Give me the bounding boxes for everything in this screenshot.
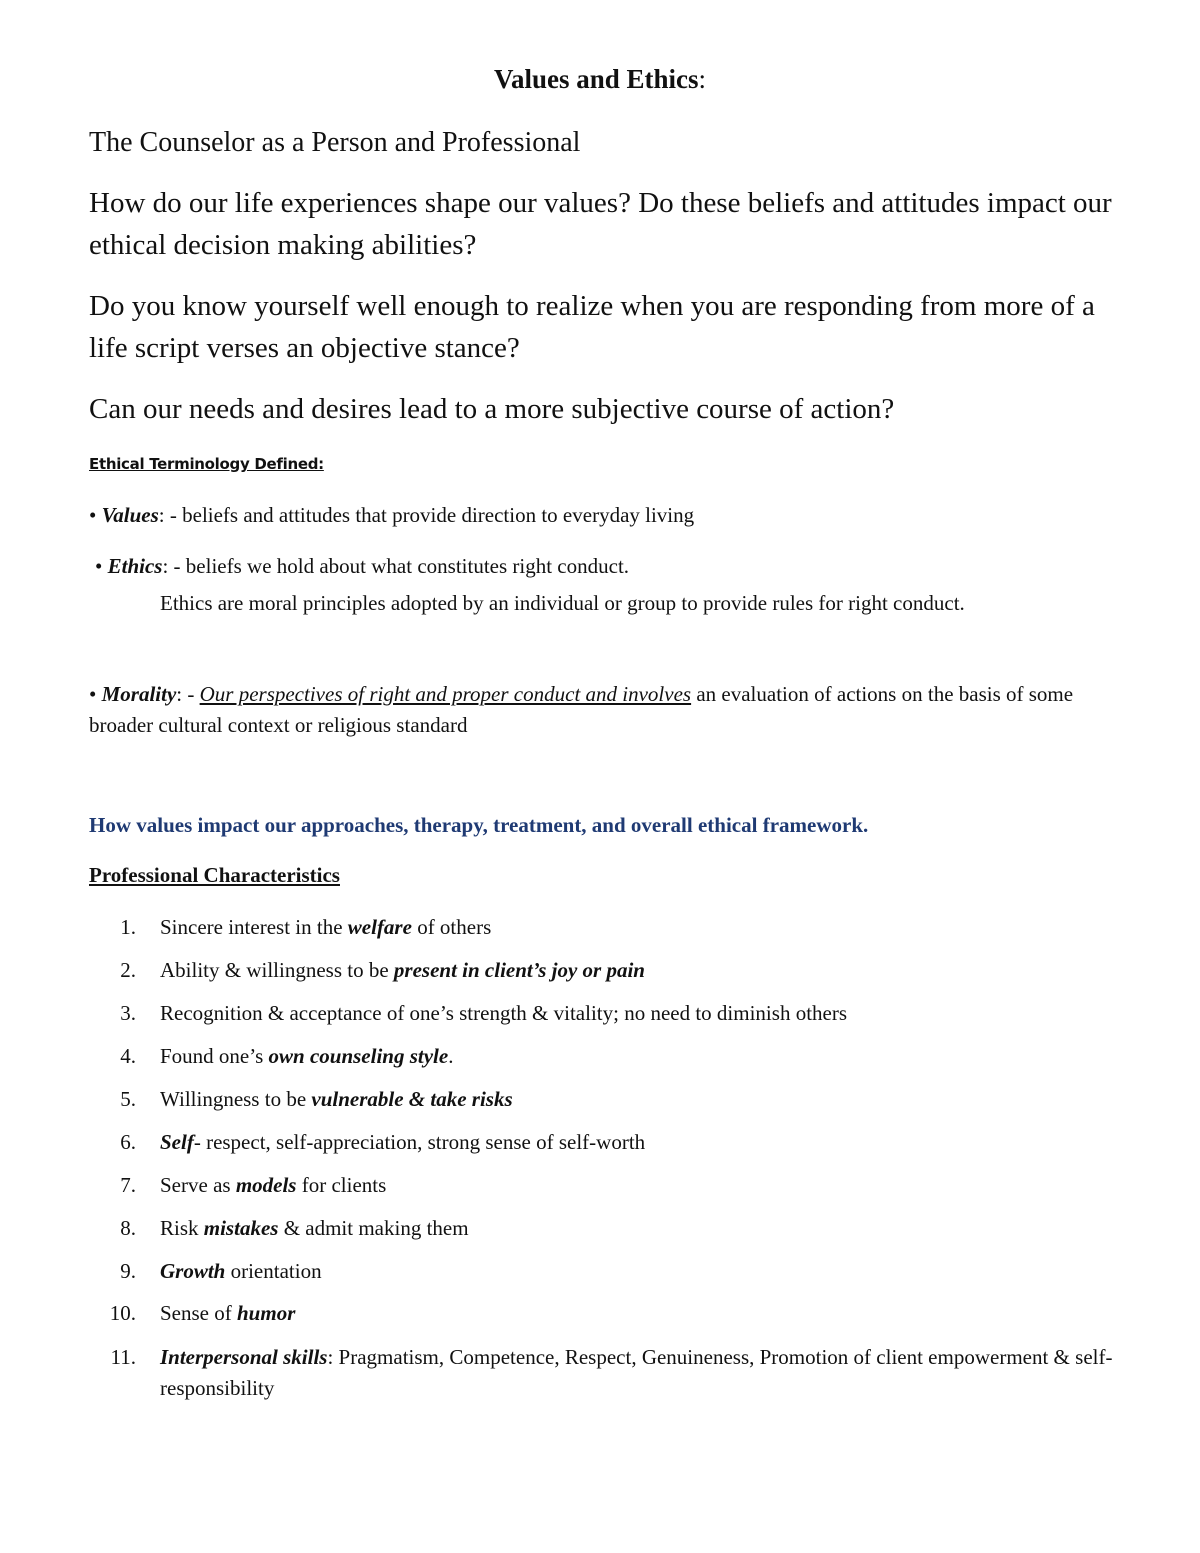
list-item-pre: Found one’s: [160, 1044, 269, 1068]
list-item-emphasis: Growth: [160, 1259, 226, 1283]
list-item-emphasis: humor: [237, 1301, 296, 1325]
definition-ethics-text: : - beliefs we hold about what constitutes right conduct.: [162, 554, 630, 578]
list-item-emphasis: models: [235, 1173, 297, 1197]
list-item-number: 8.: [120, 1216, 136, 1240]
page-title: [0, 64, 1200, 95]
list-item-text: [160, 1298, 1138, 1329]
list-item-text: [160, 1041, 1138, 1072]
values-impact-heading: How values impact our approaches, therapy, treatment, and overall ethical framework.: [89, 813, 869, 837]
subtitle: The Counselor as a Person and Professional: [89, 127, 581, 158]
bullet: •: [89, 503, 102, 527]
list-item-emphasis: present in client’s joy or pain: [393, 958, 645, 982]
list-item-text: [160, 955, 1138, 986]
list-item-text: [160, 1213, 1138, 1244]
list-item-number: 11.: [110, 1345, 136, 1369]
list-item-number: 7.: [120, 1173, 136, 1197]
definition-values-text: : - beliefs and attitudes that provide direction to everyday living: [158, 503, 695, 527]
definition-morality-sep: : -: [176, 682, 200, 706]
term-ethics: Ethics: [107, 554, 163, 578]
list-item-text: [160, 998, 1138, 1029]
list-item-number: 5.: [120, 1087, 136, 1111]
list-item-emphasis: own counseling style: [268, 1044, 449, 1068]
list-item-pre: Recognition & acceptance of one’s strength & vitality; no need to diminish others: [160, 1001, 848, 1025]
definition-morality: [89, 679, 1138, 741]
question-life-experiences: How do our life experiences shape our values? Do these beliefs and attitudes impact our ethical decision making abilities?: [89, 187, 1112, 261]
list-item-post: : Pragmatism, Competence, Respect, Genuineness, Promotion of client empowerment & self-responsibility: [160, 1345, 1113, 1400]
list-item-pre: Sincere interest in the: [160, 915, 348, 939]
list-item-number: 3.: [120, 1001, 136, 1025]
list-item-number: 10.: [109, 1301, 136, 1325]
list-item-post: orientation: [225, 1259, 322, 1283]
list-item-text: [160, 1170, 1138, 1201]
list-item-post: - respect, self-appreciation, strong sense of self-worth: [193, 1130, 646, 1154]
page-title-text: Values and Ethics: [493, 64, 699, 94]
list-item-pre: Ability & willingness to be: [160, 958, 394, 982]
list-item-text: [160, 1084, 1138, 1115]
list-item-text: [160, 912, 1138, 943]
list-item-number: 6.: [120, 1130, 136, 1154]
question-needs-desires: Can our needs and desires lead to a more subjective course of action?: [89, 393, 895, 425]
list-item-emphasis: Interpersonal skills: [160, 1345, 328, 1369]
list-item-pre: Willingness to be: [160, 1087, 312, 1111]
list-item-emphasis: mistakes: [203, 1216, 279, 1240]
bullet: •: [89, 682, 102, 706]
list-item-number: 9.: [120, 1259, 136, 1283]
list-item-pre: Sense of: [160, 1301, 237, 1325]
list-item-post: .: [448, 1044, 454, 1068]
list-item-text: [160, 1127, 1138, 1158]
definition-ethics-extra: Ethics are moral principles adopted by an individual or group to provide rules for right conduct.: [160, 591, 965, 615]
professional-characteristics-heading: Professional Characteristics: [89, 863, 340, 887]
term-morality: Morality: [101, 682, 177, 706]
ethical-terminology-heading: Ethical Terminology Defined:: [89, 455, 324, 473]
bullet: •: [95, 554, 108, 578]
list-item-post: of others: [411, 915, 492, 939]
list-item-emphasis: vulnerable & take risks: [311, 1087, 513, 1111]
list-item-emphasis: welfare: [347, 915, 412, 939]
definition-values: [89, 500, 1138, 531]
list-item-text: [160, 1256, 1138, 1287]
list-item-emphasis: Self: [160, 1130, 194, 1154]
term-values: Values: [101, 503, 159, 527]
definition-ethics: [95, 551, 1138, 582]
list-item-pre: Risk: [160, 1216, 204, 1240]
list-item-number: 4.: [120, 1044, 136, 1068]
question-know-yourself: Do you know yourself well enough to realize when you are responding from more of a life script verses an objective stance?: [89, 290, 1095, 364]
definition-morality-text: an evaluation of actions on the basis of some broader cultural context or religious standard: [89, 682, 1074, 737]
page-title-colon: :: [698, 64, 707, 94]
list-item-post: for clients: [296, 1173, 387, 1197]
definition-morality-underlined: Our perspectives of right and proper conduct and involves: [199, 682, 692, 706]
list-item-number: 1.: [120, 915, 136, 939]
list-item-post: & admit making them: [278, 1216, 469, 1240]
list-item-number: 2.: [120, 958, 136, 982]
list-item-text: [160, 1342, 1138, 1404]
list-item-pre: Serve as: [160, 1173, 236, 1197]
